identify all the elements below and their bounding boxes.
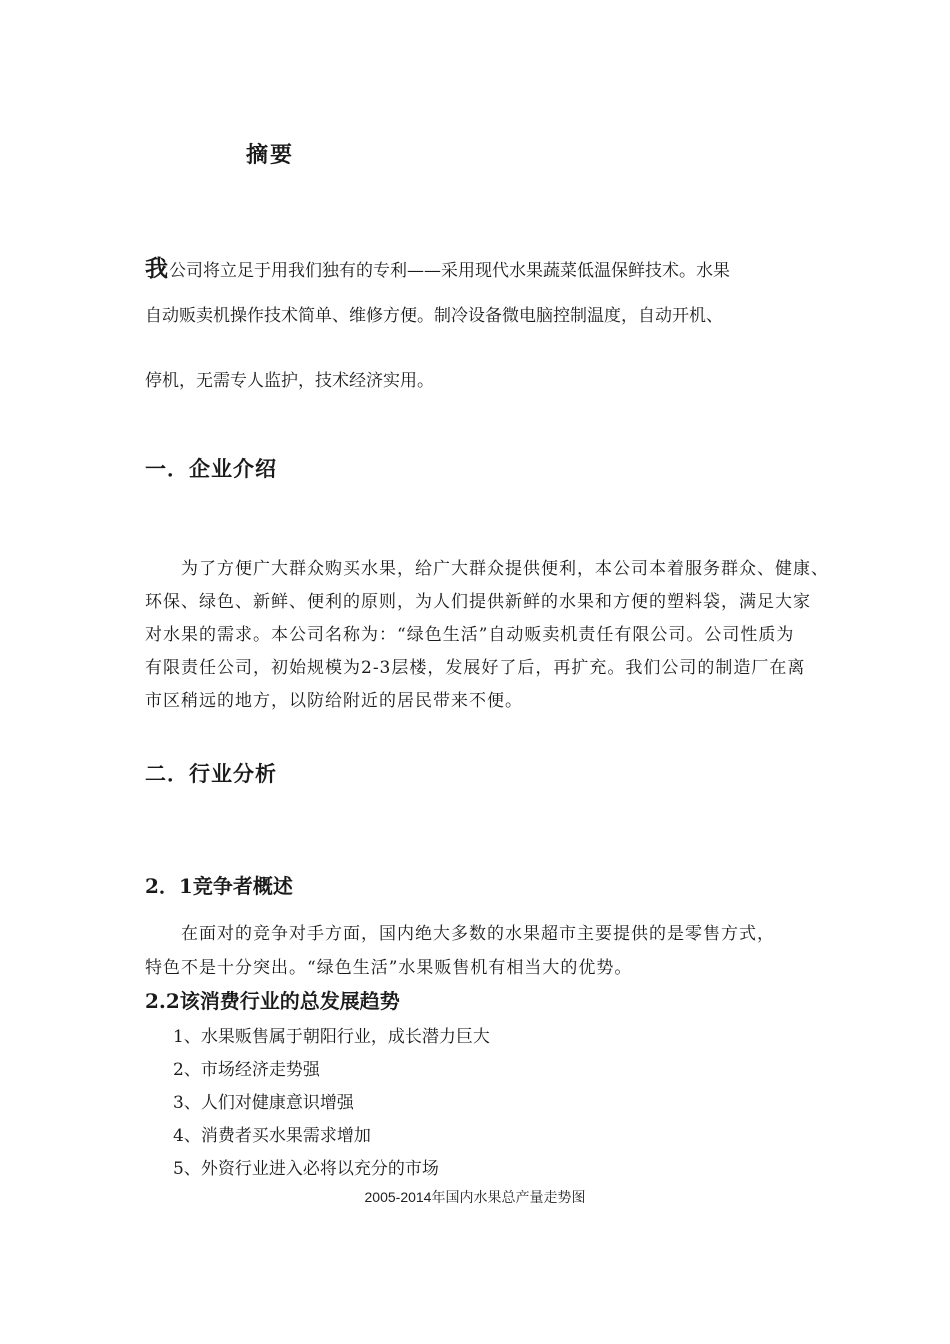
abstract-first-char: 我	[145, 255, 168, 282]
company-intro-line: 市区稍远的地方，以防给附近的居民带来不便。	[145, 691, 523, 711]
company-intro-line: 环保、绿色、新鲜、便利的原则，为人们提供新鲜的水果和方便的塑料袋，满足大家	[145, 592, 811, 612]
trend-list-item: 4、消费者买水果需求增加	[173, 1126, 371, 1146]
company-intro-line: 有限责任公司，初始规模为2-3层楼，发展好了后，再扩充。我们公司的制造厂在离	[145, 658, 806, 678]
trend-list-item: 5、外资行业进入必将以充分的市场	[173, 1159, 439, 1179]
trend-list-item: 1、水果贩售属于朝阳行业，成长潜力巨大	[173, 1027, 490, 1047]
abstract-line-1-text: 公司将立足于用我们独有的专利——采用现代水果蔬菜低温保鲜技术。水果	[169, 261, 730, 281]
abstract-title: 摘要	[246, 142, 295, 168]
company-intro-line: 为了方便广大群众购买水果，给广大群众提供便利，本公司本着服务群众、健康、	[145, 559, 829, 579]
abstract-line-1	[145, 250, 730, 283]
abstract-line-3: 停机，无需专人监护，技术经济实用。	[145, 371, 434, 391]
subsection-heading-competitors: 2．1竞争者概述	[145, 874, 293, 898]
figure-caption: 2005-2014年国内水果总产量走势图	[364, 1189, 586, 1205]
trend-list-item: 3、人们对健康意识增强	[173, 1093, 354, 1113]
abstract-line-2: 自动贩卖机操作技术简单、维修方便。制冷设备微电脑控制温度，自动开机、	[145, 306, 723, 326]
section-heading-industry-analysis: 二．行业分析	[145, 761, 277, 786]
subsection-heading-trends: 2.2该消费行业的总发展趋势	[145, 989, 400, 1013]
competitors-line: 在面对的竞争对手方面，国内绝大多数的水果超市主要提供的是零售方式，	[145, 924, 775, 944]
competitors-line: 特色不是十分突出。“绿色生活”水果贩售机有相当大的优势。	[145, 958, 633, 978]
company-intro-line: 对水果的需求。本公司名称为：“绿色生活”自动贩卖机责任有限公司。公司性质为	[145, 625, 795, 645]
trend-list-item: 2、市场经济走势强	[173, 1060, 320, 1080]
section-heading-company-intro: 一．企业介绍	[145, 456, 277, 481]
